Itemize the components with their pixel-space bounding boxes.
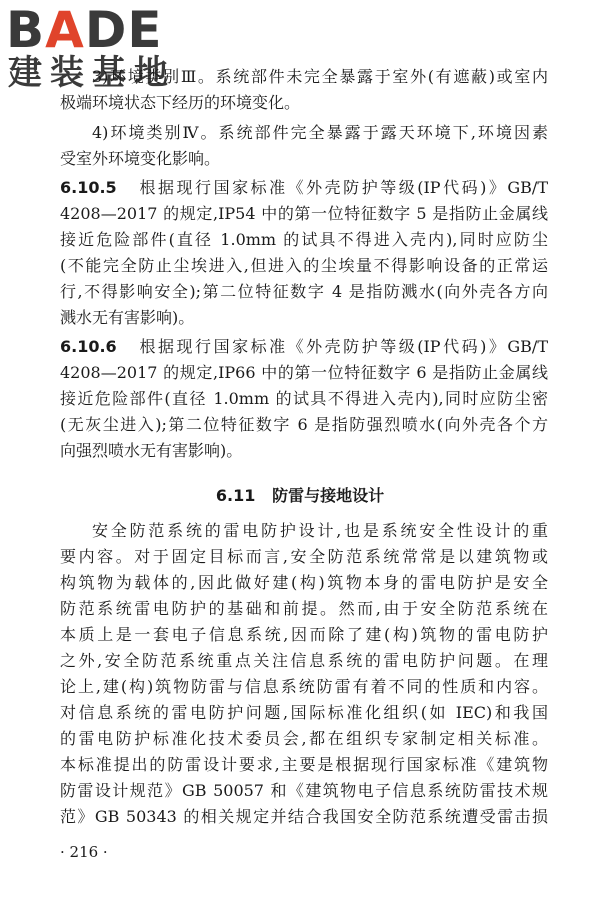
text-line: 构筑物为载体的,因此做好建(构)筑物本身的雷电防护是安全: [60, 573, 548, 592]
text-line: 4208—2017 的规定,IP54 中的第一位特征数字 5 是指防止金属线: [60, 204, 548, 223]
text-line: 的雷电防护标准化技术委员会,都在组织专家制定相关标准。: [60, 729, 548, 748]
clause-6-10-5-first-line: 6.10.5 根据现行国家标准《外壳防护等级(IP代码)》GB/T: [60, 178, 548, 197]
clause-number: 6.10.6: [60, 337, 117, 356]
logo-chinese-text: 建装基地: [8, 53, 176, 93]
text-line: 防范系统雷电防护的基础和前提。然而,由于安全防范系统在: [60, 599, 548, 618]
section-heading: 6.11 防雷与接地设计: [215, 486, 385, 505]
text-line: 极端环境状态下经历的环境变化。: [60, 93, 301, 112]
text-line: 范》GB 50343 的相关规定并结合我国安全防范系统遭受雷击损: [60, 807, 548, 826]
text-line: 本质上是一套电子信息系统,因而除了建(构)筑物的雷电防护: [60, 625, 548, 644]
logo-latin-text: BADE: [6, 1, 163, 59]
text-line: (无灰尘进入);第二位特征数字 6 是指防强烈喷水(向外壳各个方: [60, 415, 548, 434]
text-line: 3)环境类别Ⅲ。系统部件未完全暴露于室外(有遮蔽)或室内: [92, 67, 548, 86]
text-line: 4)环境类别Ⅳ。系统部件完全暴露于露天环境下,环境因素: [92, 123, 548, 142]
text-line: 接近危险部件(直径 1.0mm 的试具不得进入壳内),同时应防尘: [60, 230, 548, 249]
text-line: 溅水无有害影响)。: [60, 308, 195, 327]
text-line: 受室外环境变化影响。: [60, 149, 221, 168]
text-line: 接近危险部件(直径 1.0mm 的试具不得进入壳内),同时应防尘密: [60, 389, 548, 408]
text-line: 本标准提出的防雷设计要求,主要是根据现行国家标准《建筑物: [60, 755, 548, 774]
clause-number: 6.10.5: [60, 178, 117, 197]
text-line: (不能完全防止尘埃进入,但进入的尘埃量不得影响设备的正常运: [60, 256, 548, 275]
text-line: 论上,建(构)筑物防雷与信息系统防雷有着不同的性质和内容。: [60, 677, 548, 696]
text-line: 4208—2017 的规定,IP66 中的第一位特征数字 6 是指防止金属线: [60, 363, 548, 382]
text-line: 向强烈喷水无有害影响)。: [60, 441, 243, 460]
text-line: 安全防范系统的雷电防护设计,也是系统安全性设计的重: [92, 521, 548, 540]
text-line: 对信息系统的雷电防护问题,国际标准化组织(如 IEC)和我国: [60, 703, 548, 722]
clause-6-10-6-first-line: 6.10.6 根据现行国家标准《外壳防护等级(IP代码)》GB/T: [60, 337, 548, 356]
text-line: 防雷设计规范》GB 50057 和《建筑物电子信息系统防雷技术规: [60, 781, 548, 800]
text-line: 要内容。对于固定目标而言,安全防范系统常常是以建筑物或: [60, 547, 548, 566]
text-line: 行,不得影响安全);第二位特征数字 4 是指防溅水(向外壳各方向: [60, 282, 548, 301]
text-line: 之外,安全防范系统重点关注信息系统的雷电防护问题。在理: [60, 651, 548, 670]
page-number: · 216 ·: [60, 843, 108, 861]
